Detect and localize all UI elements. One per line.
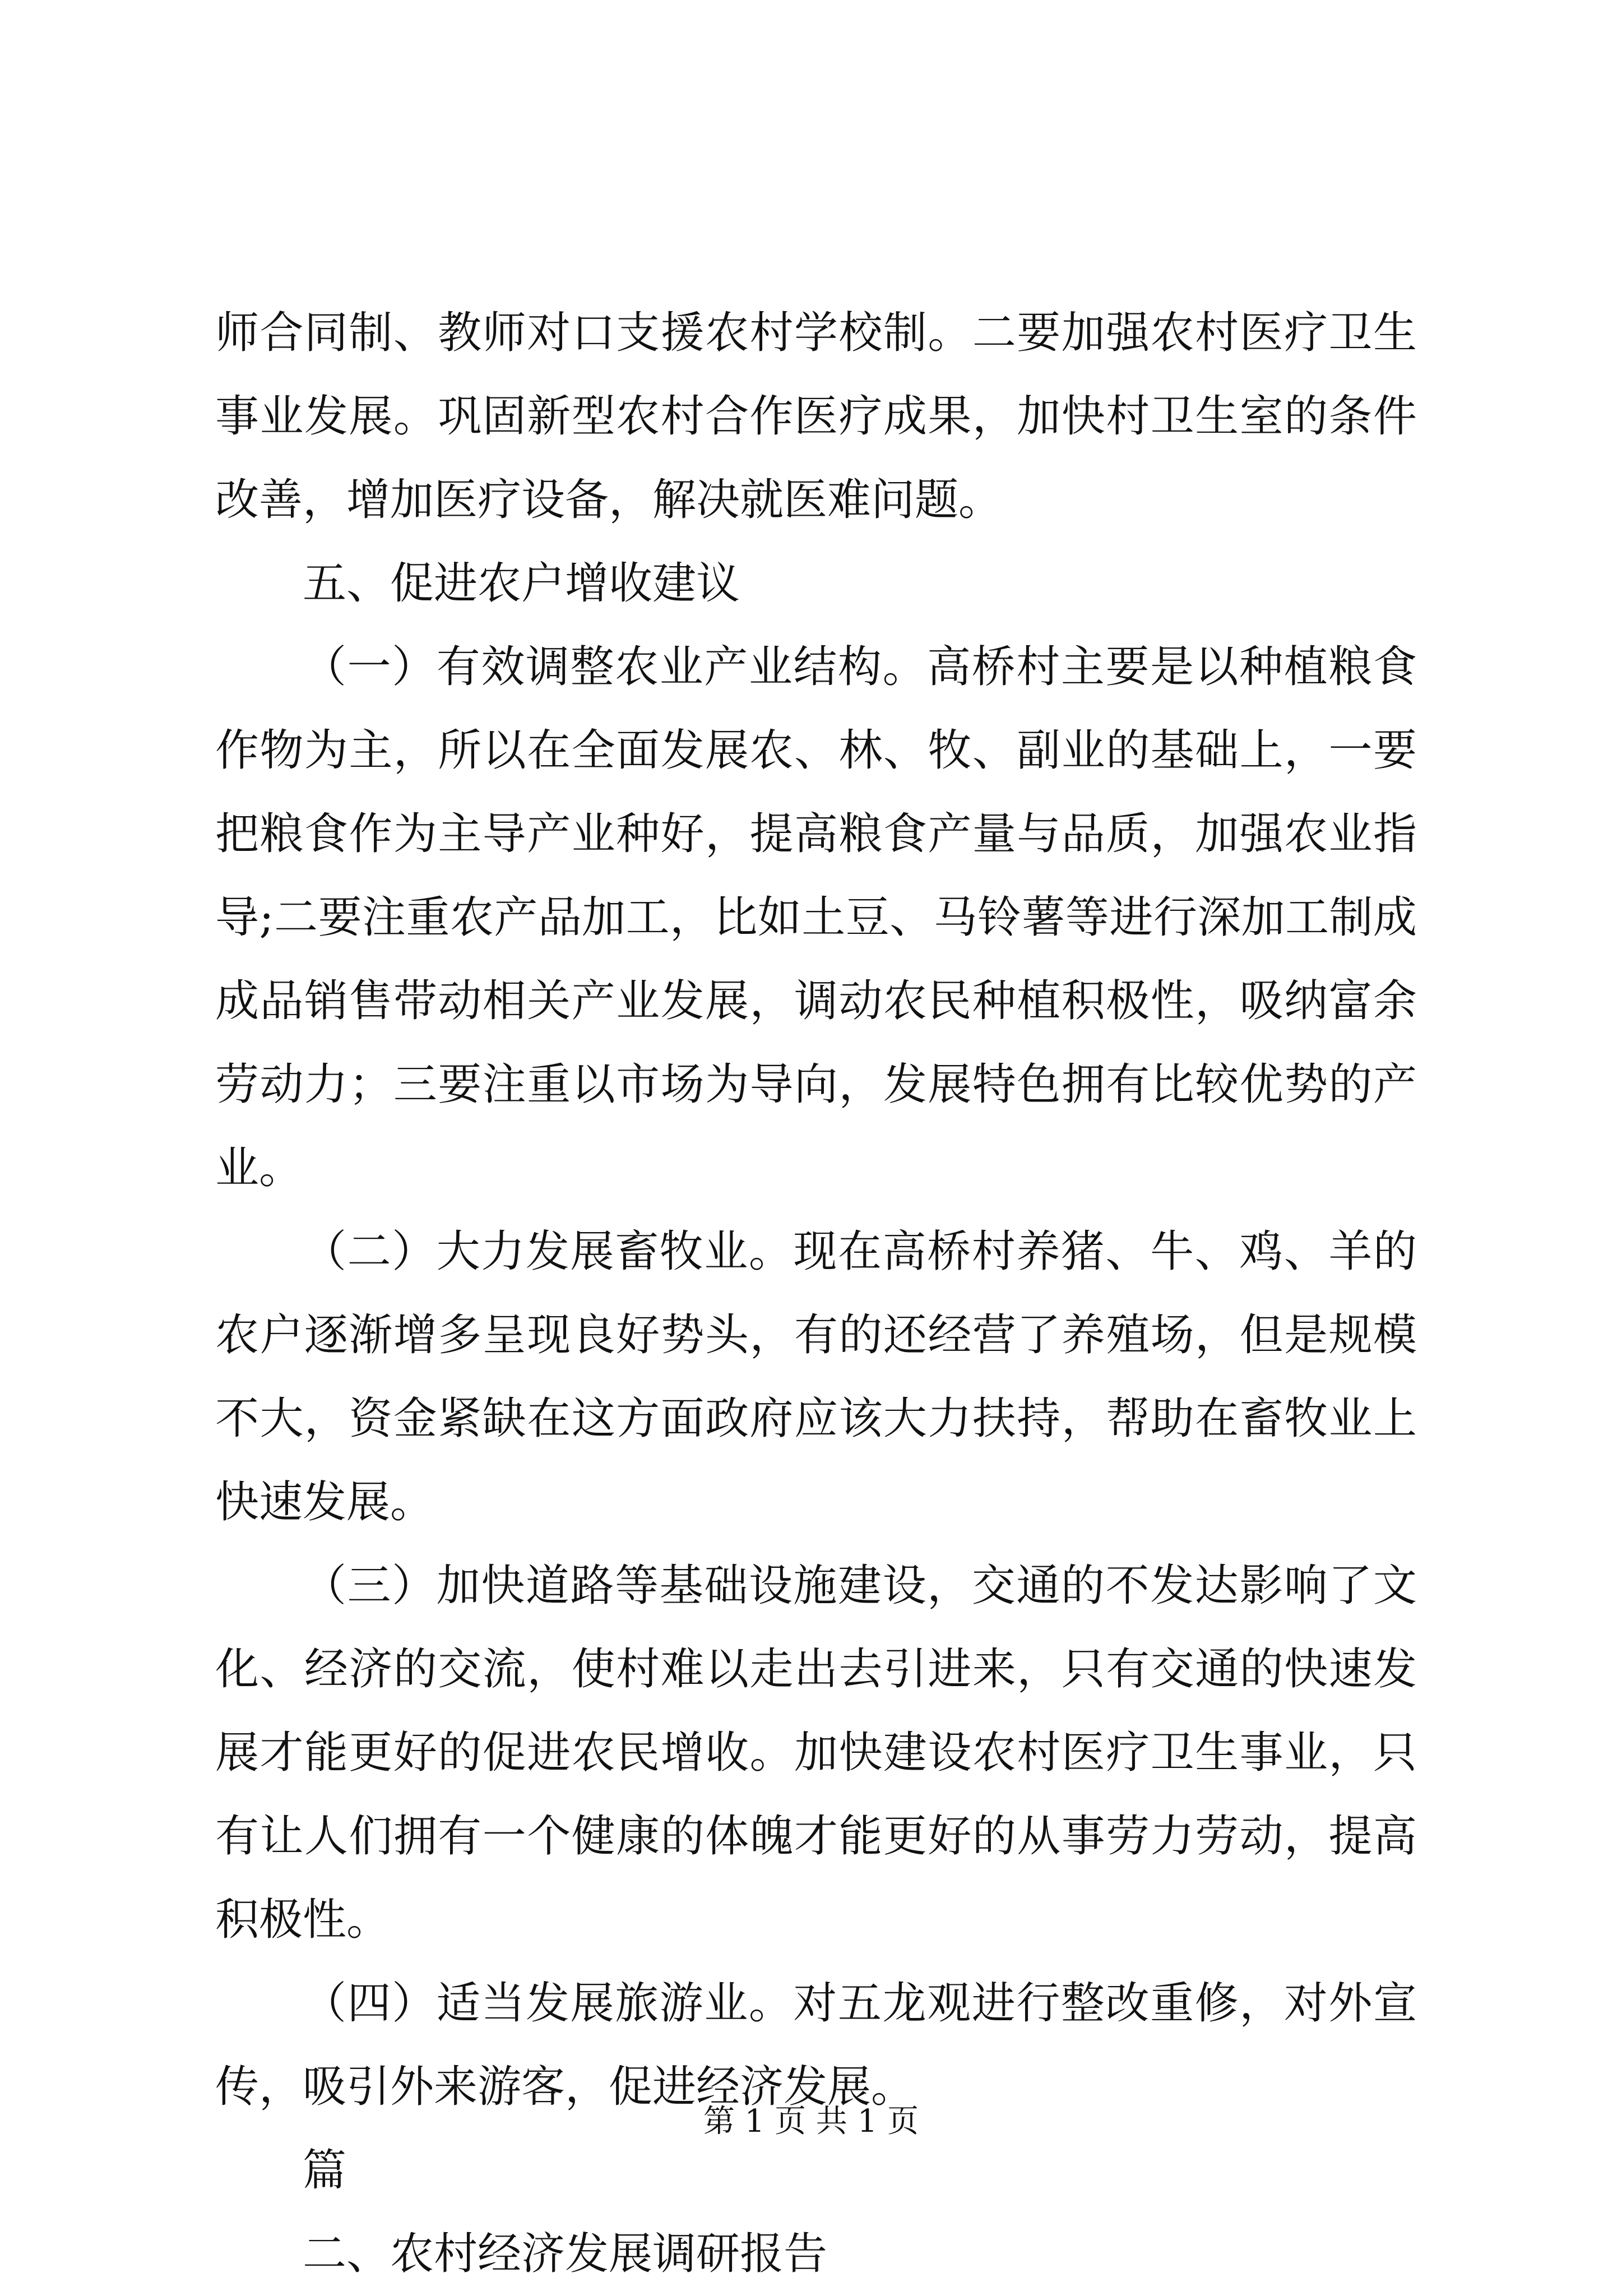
paragraph-suggestion-2: （二）大力发展畜牧业。现在高桥村养猪、牛、鸡、羊的农户逐渐增多呈现良好势头，有的还经营了养殖场，但是规模不大，资金紧缺在这方面政府应该大力扶持，帮助在畜牧业上快速发展。 bbox=[215, 1226, 1417, 1527]
paragraph-continuation: 师合同制、教师对口支援农村学校制。二要加强农村医疗卫生事业发展。巩固新型农村合作医疗成果，加快村卫生室的条件改善，增加医疗设备，解决就医难问题。 bbox=[215, 308, 1417, 525]
document-body bbox=[215, 291, 1417, 2296]
chapter-marker: 篇 bbox=[303, 2145, 347, 2196]
paragraph-suggestion-1: （一）有效调整农业产业结构。高桥村主要是以种植粮食作物为主，所以在全面发展农、林、牧、副业的基础上，一要把粮食作为主导产业种好，提高粮食产量与品质，加强农业指导;二要注重农产品加工，比如土豆、马铃薯等进行深加工制成成品销售带动相关产业发展，调动农民种植积极性，吸纳富余劳动力；三要注重以市场为导向，发展特色拥有比较优势的产业。 bbox=[215, 642, 1417, 1193]
page-footer: 第 1 页 共 1 页 bbox=[703, 2103, 919, 2140]
section-heading-5: 五、促进农户增收建议 bbox=[303, 558, 740, 609]
paragraph-suggestion-3: （三）加快道路等基础设施建设，交通的不发达影响了文化、经济的交流，使村难以走出去引进来，只有交通的快速发展才能更好的促进农民增收。加快建设农村医疗卫生事业，只有让人们拥有一个健康的体魄才能更好的从事劳力劳动，提高积极性。 bbox=[215, 1561, 1417, 1945]
paragraph-suggestion-4: （四）适当发展旅游业。对五龙观进行整改重修，对外宣传，吸引外来游客，促进经济发展。 bbox=[215, 1978, 1417, 2112]
report-title: 二、农村经济发展调研报告 bbox=[303, 2229, 828, 2279]
